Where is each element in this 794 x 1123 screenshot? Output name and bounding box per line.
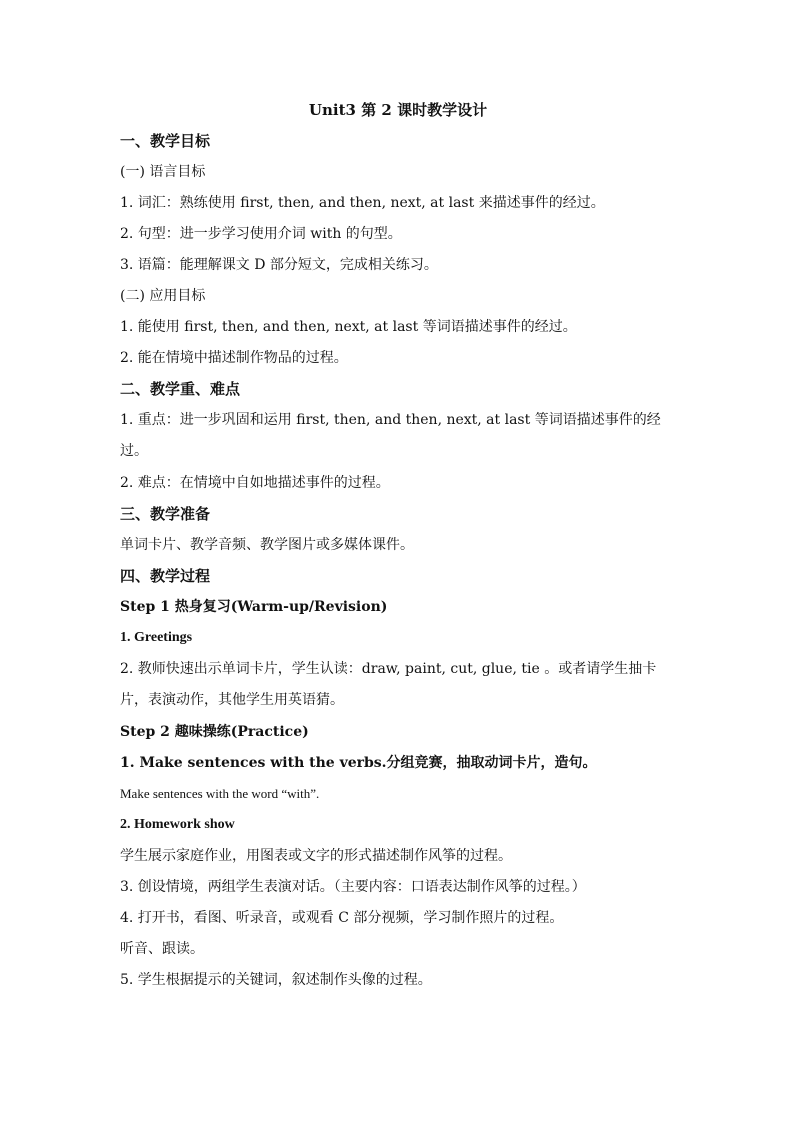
step-2-item-make-sentences bbox=[120, 753, 676, 773]
subheading-language-goals: (一) 语言目标 bbox=[120, 164, 206, 180]
step-1-item-word-cards: 2. 教师快速出示单词卡片，学生认读：draw, paint, cut, glue, tie 。或者请学生抽卡片，表演动作，其他学生用英语猜。 bbox=[120, 661, 657, 708]
application-goal-1: 1. 能使用 first, then, and then, next, at last 等词语描述事件的经过。 bbox=[120, 319, 577, 335]
step-2-make-sentences-with: Make sentences with the word “with”. bbox=[120, 786, 320, 801]
step-2-item-homework-show: 2. Homework show bbox=[120, 817, 235, 832]
section-heading-preparation: 三、教学准备 bbox=[120, 505, 211, 523]
goal-sentence: 2. 句型：进一步学习使用介词 with 的句型。 bbox=[120, 226, 402, 242]
section-heading-process: 四、教学过程 bbox=[120, 567, 211, 585]
step-2-heading: Step 2 趣味操练(Practice) bbox=[120, 724, 309, 740]
preparation-materials: 单词卡片、教学音频、教学图片或多媒体课件。 bbox=[120, 537, 414, 553]
step-1-heading: Step 1 热身复习(Warm-up/Revision) bbox=[120, 599, 388, 615]
application-goal-2: 2. 能在情境中描述制作物品的过程。 bbox=[120, 350, 348, 366]
key-point: 1. 重点：进一步巩固和运用 first, then, and then, next, at last 等词语描述事件的经过。 bbox=[120, 412, 661, 459]
subheading-application-goals: (二) 应用目标 bbox=[120, 288, 206, 304]
document-title: Unit3 第 2 课时教学设计 bbox=[308, 101, 488, 119]
homework-show-description: 学生展示家庭作业，用图表或文字的形式描述制作风筝的过程。 bbox=[120, 848, 512, 864]
listen-and-repeat: 听音、跟读。 bbox=[120, 941, 204, 957]
step-1-item-greetings: 1. Greetings bbox=[120, 630, 193, 645]
difficult-point: 2. 难点：在情境中自如地描述事件的过程。 bbox=[120, 475, 390, 491]
step-2-item-make-sentences-text: 1. Make sentences with the verbs.分组竞赛，抽取动词卡片，造句。 bbox=[120, 755, 597, 771]
goal-vocabulary: 1. 词汇：熟练使用 first, then, and then, next, at last 来描述事件的经过。 bbox=[120, 195, 605, 211]
step-2-item-describe-avatar: 5. 学生根据提示的关键词，叙述制作头像的过程。 bbox=[120, 972, 432, 988]
step-2-item-dialogue: 3. 创设情境，两组学生表演对话。（主要内容：口语表达制作风筝的过程。） bbox=[120, 879, 586, 895]
section-heading-objectives: 一、教学目标 bbox=[120, 132, 211, 150]
document-page bbox=[120, 100, 676, 1001]
step-2-item-open-book: 4. 打开书，看图、听录音，或观看 C 部分视频，学习制作照片的过程。 bbox=[120, 910, 564, 926]
section-heading-key-points: 二、教学重、难点 bbox=[120, 380, 241, 398]
goal-discourse: 3. 语篇：能理解课文 D 部分短文，完成相关练习。 bbox=[120, 257, 438, 273]
